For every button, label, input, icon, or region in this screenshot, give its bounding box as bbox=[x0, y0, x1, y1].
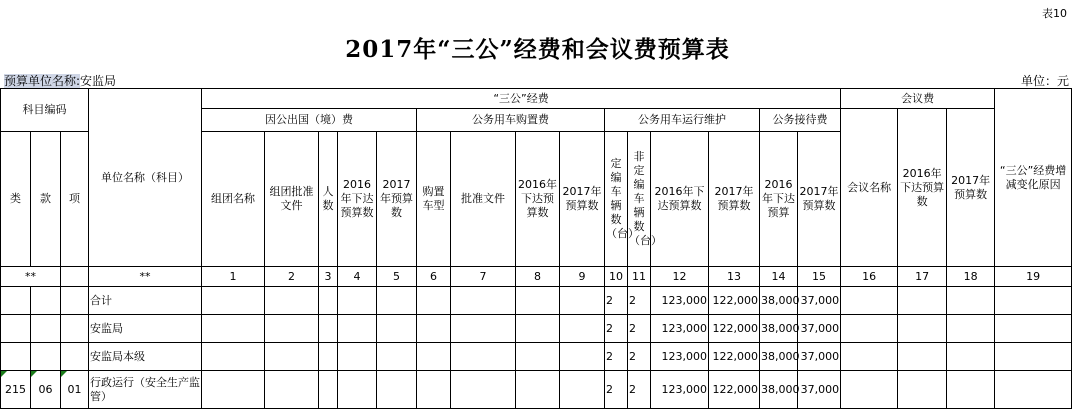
budget-unit-label: 预算单位名称: bbox=[4, 74, 81, 88]
cell-empty bbox=[995, 287, 1072, 315]
sangong-header: “三公”经费 bbox=[202, 89, 841, 109]
cell-empty bbox=[202, 371, 265, 409]
group-name-header: 组团名称 bbox=[202, 132, 265, 267]
meeting-2016-header: 2016年下达预算数 bbox=[898, 109, 947, 267]
table-number: 表10 bbox=[1042, 7, 1067, 20]
cell-reception-2016: 38,000 bbox=[760, 371, 798, 409]
reception-header: 公务接待费 bbox=[760, 109, 841, 132]
subject-code-header: 科目编码 bbox=[1, 89, 89, 132]
cell-ops-2017: 122,000 bbox=[709, 315, 760, 343]
cell-empty bbox=[560, 287, 605, 315]
column-number-row bbox=[1, 267, 1072, 287]
cell-empty bbox=[377, 315, 417, 343]
cell-kuan bbox=[31, 343, 61, 371]
cell-empty bbox=[202, 287, 265, 315]
cell-empty bbox=[516, 315, 560, 343]
page-title: 2017年“三公”经费和会议费预算表 bbox=[345, 36, 730, 63]
cell-empty bbox=[417, 371, 451, 409]
cell-empty bbox=[898, 287, 947, 315]
cell-empty bbox=[202, 343, 265, 371]
cell-empty bbox=[338, 315, 377, 343]
cell-ops-2017: 122,000 bbox=[709, 287, 760, 315]
cell-kuan: 06 bbox=[31, 371, 61, 409]
cell-reception-2016: 38,000 bbox=[760, 343, 798, 371]
ops-2017-header: 2017年预算数 bbox=[709, 132, 760, 267]
cell-ops-2017: 122,000 bbox=[709, 371, 760, 409]
cell-empty bbox=[995, 371, 1072, 409]
col-number: 4 bbox=[338, 267, 377, 287]
quota-cars-header: 定编车辆数（台） bbox=[605, 132, 628, 267]
car-ops-header: 公务用车运行维护 bbox=[605, 109, 760, 132]
cell-empty bbox=[841, 371, 898, 409]
cell-empty bbox=[417, 343, 451, 371]
cell-empty bbox=[560, 315, 605, 343]
cell-nonquota-cars: 2 bbox=[628, 315, 651, 343]
cell-empty bbox=[898, 371, 947, 409]
col-number: 13 bbox=[709, 267, 760, 287]
cell-empty bbox=[451, 371, 516, 409]
cell-lei: 215 bbox=[1, 371, 31, 409]
cell-empty bbox=[377, 371, 417, 409]
cell-empty bbox=[338, 371, 377, 409]
col-number: 1 bbox=[202, 267, 265, 287]
persons-header: 人数 bbox=[319, 132, 338, 267]
cell-empty bbox=[319, 343, 338, 371]
cell-reception-2017: 37,000 bbox=[798, 371, 841, 409]
meeting-name-header: 会议名称 bbox=[841, 109, 898, 267]
cell-reception-2017: 37,000 bbox=[798, 287, 841, 315]
cell-ops-2016: 123,000 bbox=[651, 287, 709, 315]
cell-empty bbox=[560, 371, 605, 409]
table-row[interactable] bbox=[1, 343, 1072, 371]
ops-2016-header: 2016年下达预算数 bbox=[651, 132, 709, 267]
cell-empty bbox=[947, 371, 995, 409]
cell-empty bbox=[947, 343, 995, 371]
cell-empty bbox=[319, 315, 338, 343]
nonquota-cars-header: 非定编车辆数（台） bbox=[628, 132, 651, 267]
cell-xiang bbox=[61, 315, 89, 343]
col-number: 5 bbox=[377, 267, 417, 287]
col-number: 14 bbox=[760, 267, 798, 287]
cell-empty bbox=[516, 287, 560, 315]
cell-empty bbox=[377, 343, 417, 371]
col-number: 6 bbox=[417, 267, 451, 287]
cell-empty bbox=[319, 287, 338, 315]
budget-unit-value: 安监局 bbox=[80, 74, 117, 88]
col-number: 2 bbox=[265, 267, 319, 287]
cell-empty bbox=[265, 343, 319, 371]
cell-empty bbox=[265, 371, 319, 409]
cell-reception-2017: 37,000 bbox=[798, 315, 841, 343]
cell-empty bbox=[265, 315, 319, 343]
xiang-header: 项 bbox=[61, 132, 89, 267]
col-number: 12 bbox=[651, 267, 709, 287]
col-number: 9 bbox=[560, 267, 605, 287]
cell-empty bbox=[338, 343, 377, 371]
cell-empty bbox=[202, 315, 265, 343]
cell-ops-2017: 122,000 bbox=[709, 343, 760, 371]
table-row[interactable] bbox=[1, 287, 1072, 315]
cell-empty bbox=[947, 315, 995, 343]
col-number: ** bbox=[89, 267, 202, 287]
table-row[interactable] bbox=[1, 315, 1072, 343]
cell-unit-name: 行政运行（安全生产监管） bbox=[89, 371, 202, 409]
cell-empty bbox=[516, 371, 560, 409]
col-number: 15 bbox=[798, 267, 841, 287]
col-number: 19 bbox=[995, 267, 1072, 287]
cell-empty bbox=[898, 343, 947, 371]
meeting-2017-header: 2017年预算数 bbox=[947, 109, 995, 267]
cell-empty bbox=[841, 315, 898, 343]
cell-ops-2016: 123,000 bbox=[651, 315, 709, 343]
cell-unit-name: 合计 bbox=[89, 287, 202, 315]
abroad-header: 因公出国（境）费 bbox=[202, 109, 417, 132]
budget-unit bbox=[4, 72, 116, 89]
col-number: 17 bbox=[898, 267, 947, 287]
cell-empty bbox=[451, 315, 516, 343]
cell-unit-name: 安监局本级 bbox=[89, 343, 202, 371]
cell-kuan bbox=[31, 315, 61, 343]
cell-empty bbox=[841, 287, 898, 315]
approval-doc-header: 批准文件 bbox=[451, 132, 516, 267]
cell-unit-name: 安监局 bbox=[89, 315, 202, 343]
cell-empty bbox=[947, 287, 995, 315]
col-number bbox=[61, 267, 89, 287]
cell-empty bbox=[841, 343, 898, 371]
car-purchase-header: 公务用车购置费 bbox=[417, 109, 605, 132]
cell-kuan bbox=[31, 287, 61, 315]
cell-lei bbox=[1, 315, 31, 343]
cell-empty bbox=[898, 315, 947, 343]
unit-name-header: 单位名称（科目） bbox=[89, 89, 202, 267]
cell-empty bbox=[451, 343, 516, 371]
col-number: 3 bbox=[319, 267, 338, 287]
cell-quota-cars: 2 bbox=[605, 371, 628, 409]
cell-empty bbox=[995, 315, 1072, 343]
col-number: 10 bbox=[605, 267, 628, 287]
cell-empty bbox=[377, 287, 417, 315]
cell-empty bbox=[451, 287, 516, 315]
cell-reception-2016: 38,000 bbox=[760, 315, 798, 343]
abroad-2017-header: 2017年预算数 bbox=[377, 132, 417, 267]
cell-xiang: 01 bbox=[61, 371, 89, 409]
cell-nonquota-cars: 2 bbox=[628, 371, 651, 409]
cell-empty bbox=[265, 287, 319, 315]
cell-xiang bbox=[61, 287, 89, 315]
col-number: ** bbox=[1, 267, 61, 287]
cell-empty bbox=[338, 287, 377, 315]
cell-empty bbox=[516, 343, 560, 371]
col-number: 16 bbox=[841, 267, 898, 287]
abroad-2016-header: 2016年下达预算数 bbox=[338, 132, 377, 267]
group-doc-header: 组团批准文件 bbox=[265, 132, 319, 267]
meeting-header: 会议费 bbox=[841, 89, 995, 109]
cell-quota-cars: 2 bbox=[605, 287, 628, 315]
budget-table bbox=[0, 88, 1072, 409]
cell-ops-2016: 123,000 bbox=[651, 343, 709, 371]
currency-unit: 单位：元 bbox=[1020, 74, 1069, 88]
cell-lei bbox=[1, 287, 31, 315]
cell-quota-cars: 2 bbox=[605, 315, 628, 343]
lei-header: 类 bbox=[1, 132, 31, 267]
car-model-header: 购置车型 bbox=[417, 132, 451, 267]
cell-empty bbox=[417, 315, 451, 343]
cell-lei bbox=[1, 343, 31, 371]
reason-header: “三公”经费增减变化原因 bbox=[995, 89, 1072, 267]
purchase-2016-header: 2016年下达预算数 bbox=[516, 132, 560, 267]
cell-quota-cars: 2 bbox=[605, 343, 628, 371]
cell-xiang bbox=[61, 343, 89, 371]
cell-reception-2017: 37,000 bbox=[798, 343, 841, 371]
reception-2016-header: 2016年下达预算 bbox=[760, 132, 798, 267]
col-number: 11 bbox=[628, 267, 651, 287]
col-number: 18 bbox=[947, 267, 995, 287]
cell-ops-2016: 123,000 bbox=[651, 371, 709, 409]
cell-empty bbox=[319, 371, 338, 409]
cell-nonquota-cars: 2 bbox=[628, 287, 651, 315]
cell-empty bbox=[417, 287, 451, 315]
col-number: 7 bbox=[451, 267, 516, 287]
cell-empty bbox=[995, 343, 1072, 371]
cell-reception-2016: 38,000 bbox=[760, 287, 798, 315]
col-number: 8 bbox=[516, 267, 560, 287]
reception-2017-header: 2017年预算数 bbox=[798, 132, 841, 267]
cell-empty bbox=[560, 343, 605, 371]
cell-nonquota-cars: 2 bbox=[628, 343, 651, 371]
purchase-2017-header: 2017年预算数 bbox=[560, 132, 605, 267]
kuan-header: 款 bbox=[31, 132, 61, 267]
table-row[interactable] bbox=[1, 371, 1072, 409]
